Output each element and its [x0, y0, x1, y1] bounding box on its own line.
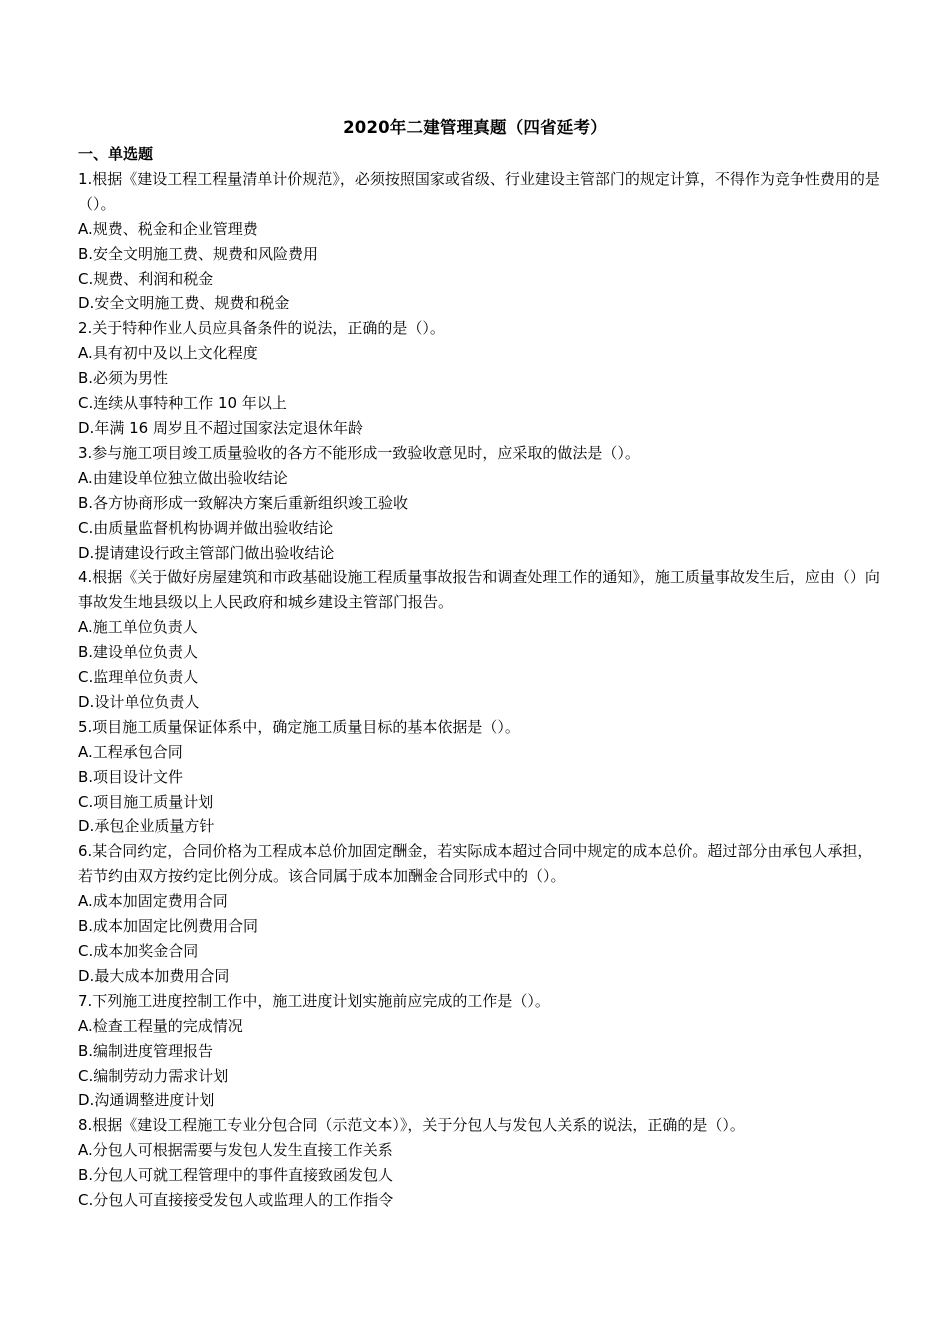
option-a: A.成本加固定费用合同 [78, 892, 228, 911]
option-c: C.由质量监督机构协调并做出验收结论 [78, 518, 334, 537]
option-b: B.成本加固定比例费用合同 [78, 917, 259, 936]
option-d: D.提请建设行政主管部门做出验收结论 [78, 543, 335, 562]
question-stem: 6.某合同约定，合同价格为工程成本总价加固定酬金，若实际成本超过合同中规定的成本总价。超过部分由承包人承担，若节约由双方按约定比例分成。该合同属于成本加酬金合同形式中的（）。 [78, 842, 873, 886]
option-c: C.编制劳动力需求计划 [78, 1066, 229, 1085]
option-c: C.分包人可直接接受发包人或监理人的工作指令 [78, 1191, 394, 1210]
option-c: C.连续从事特种工作 10 年以上 [78, 394, 287, 413]
option-d: D.承包企业质量方针 [78, 817, 215, 836]
option-d: D.安全文明施工费、规费和税金 [78, 294, 290, 313]
section-heading: 一、单选题 [78, 145, 154, 163]
option-a: A.由建设单位独立做出验收结论 [78, 468, 288, 487]
question-stem: 3.参与施工项目竣工质量验收的各方不能形成一致验收意见时，应采取的做法是（）。 [78, 443, 640, 462]
option-d: D.设计单位负责人 [78, 692, 200, 711]
question-stem: 5.项目施工质量保证体系中，确定施工质量目标的基本依据是（）。 [78, 717, 520, 736]
option-a: A.施工单位负责人 [78, 618, 198, 637]
question-stem: 8.根据《建设工程施工专业分包合同（示范文本）》，关于分包人与发包人关系的说法，正确的是（）。 [78, 1116, 745, 1135]
option-c: C.监理单位负责人 [78, 668, 199, 687]
question-stem: 1.根据《建设工程工程量清单计价规范》，必须按照国家或省级、行业建设主管部门的规定计算，不得作为竞争性费用的是（）。 [78, 169, 880, 213]
option-d: D.年满 16 周岁且不超过国家法定退休年龄 [78, 418, 363, 437]
question-8 [78, 1113, 886, 1213]
option-b: B.各方协商形成一致解决方案后重新组织竣工验收 [78, 493, 409, 512]
option-a: A.工程承包合同 [78, 742, 183, 761]
option-a: A.具有初中及以上文化程度 [78, 344, 258, 363]
option-b: B.分包人可就工程管理中的事件直接致函发包人 [78, 1166, 394, 1185]
question-4 [78, 565, 886, 714]
question-2 [78, 316, 886, 441]
option-a: A.规费、税金和企业管理费 [78, 219, 258, 238]
option-c: C.项目施工质量计划 [78, 792, 214, 811]
option-a: A.检查工程量的完成情况 [78, 1016, 243, 1035]
question-stem: 4.根据《关于做好房屋建筑和市政基础设施工程质量事故报告和调查处理工作的通知》，施工质量事故发生后，应由（）向事故发生地县级以上人民政府和城乡建设主管部门报告。 [78, 568, 880, 612]
question-6 [78, 839, 886, 988]
question-1 [78, 167, 886, 316]
option-d: D.沟通调整进度计划 [78, 1091, 215, 1110]
document-body [78, 142, 886, 1213]
option-b: B.建设单位负责人 [78, 643, 199, 662]
option-a: A.分包人可根据需要与发包人发生直接工作关系 [78, 1141, 393, 1160]
option-c: C.成本加奖金合同 [78, 942, 199, 960]
option-b: B.必须为男性 [78, 369, 169, 388]
option-b: B.编制进度管理报告 [78, 1041, 214, 1060]
option-b: B.项目设计文件 [78, 767, 184, 786]
option-c: C.规费、利润和税金 [78, 269, 214, 288]
question-3 [78, 441, 886, 566]
question-5 [78, 715, 886, 840]
question-stem: 7.下列施工进度控制工作中，施工进度计划实施前应完成的工作是（）。 [78, 991, 550, 1010]
option-b: B.安全文明施工费、规费和风险费用 [78, 244, 319, 263]
option-d: D.最大成本加费用合同 [78, 966, 230, 985]
question-7 [78, 989, 886, 1114]
question-stem: 2.关于特种作业人员应具备条件的说法，正确的是（）。 [78, 319, 445, 338]
document-title: 2020年二建管理真题（四省延考） [343, 118, 607, 137]
